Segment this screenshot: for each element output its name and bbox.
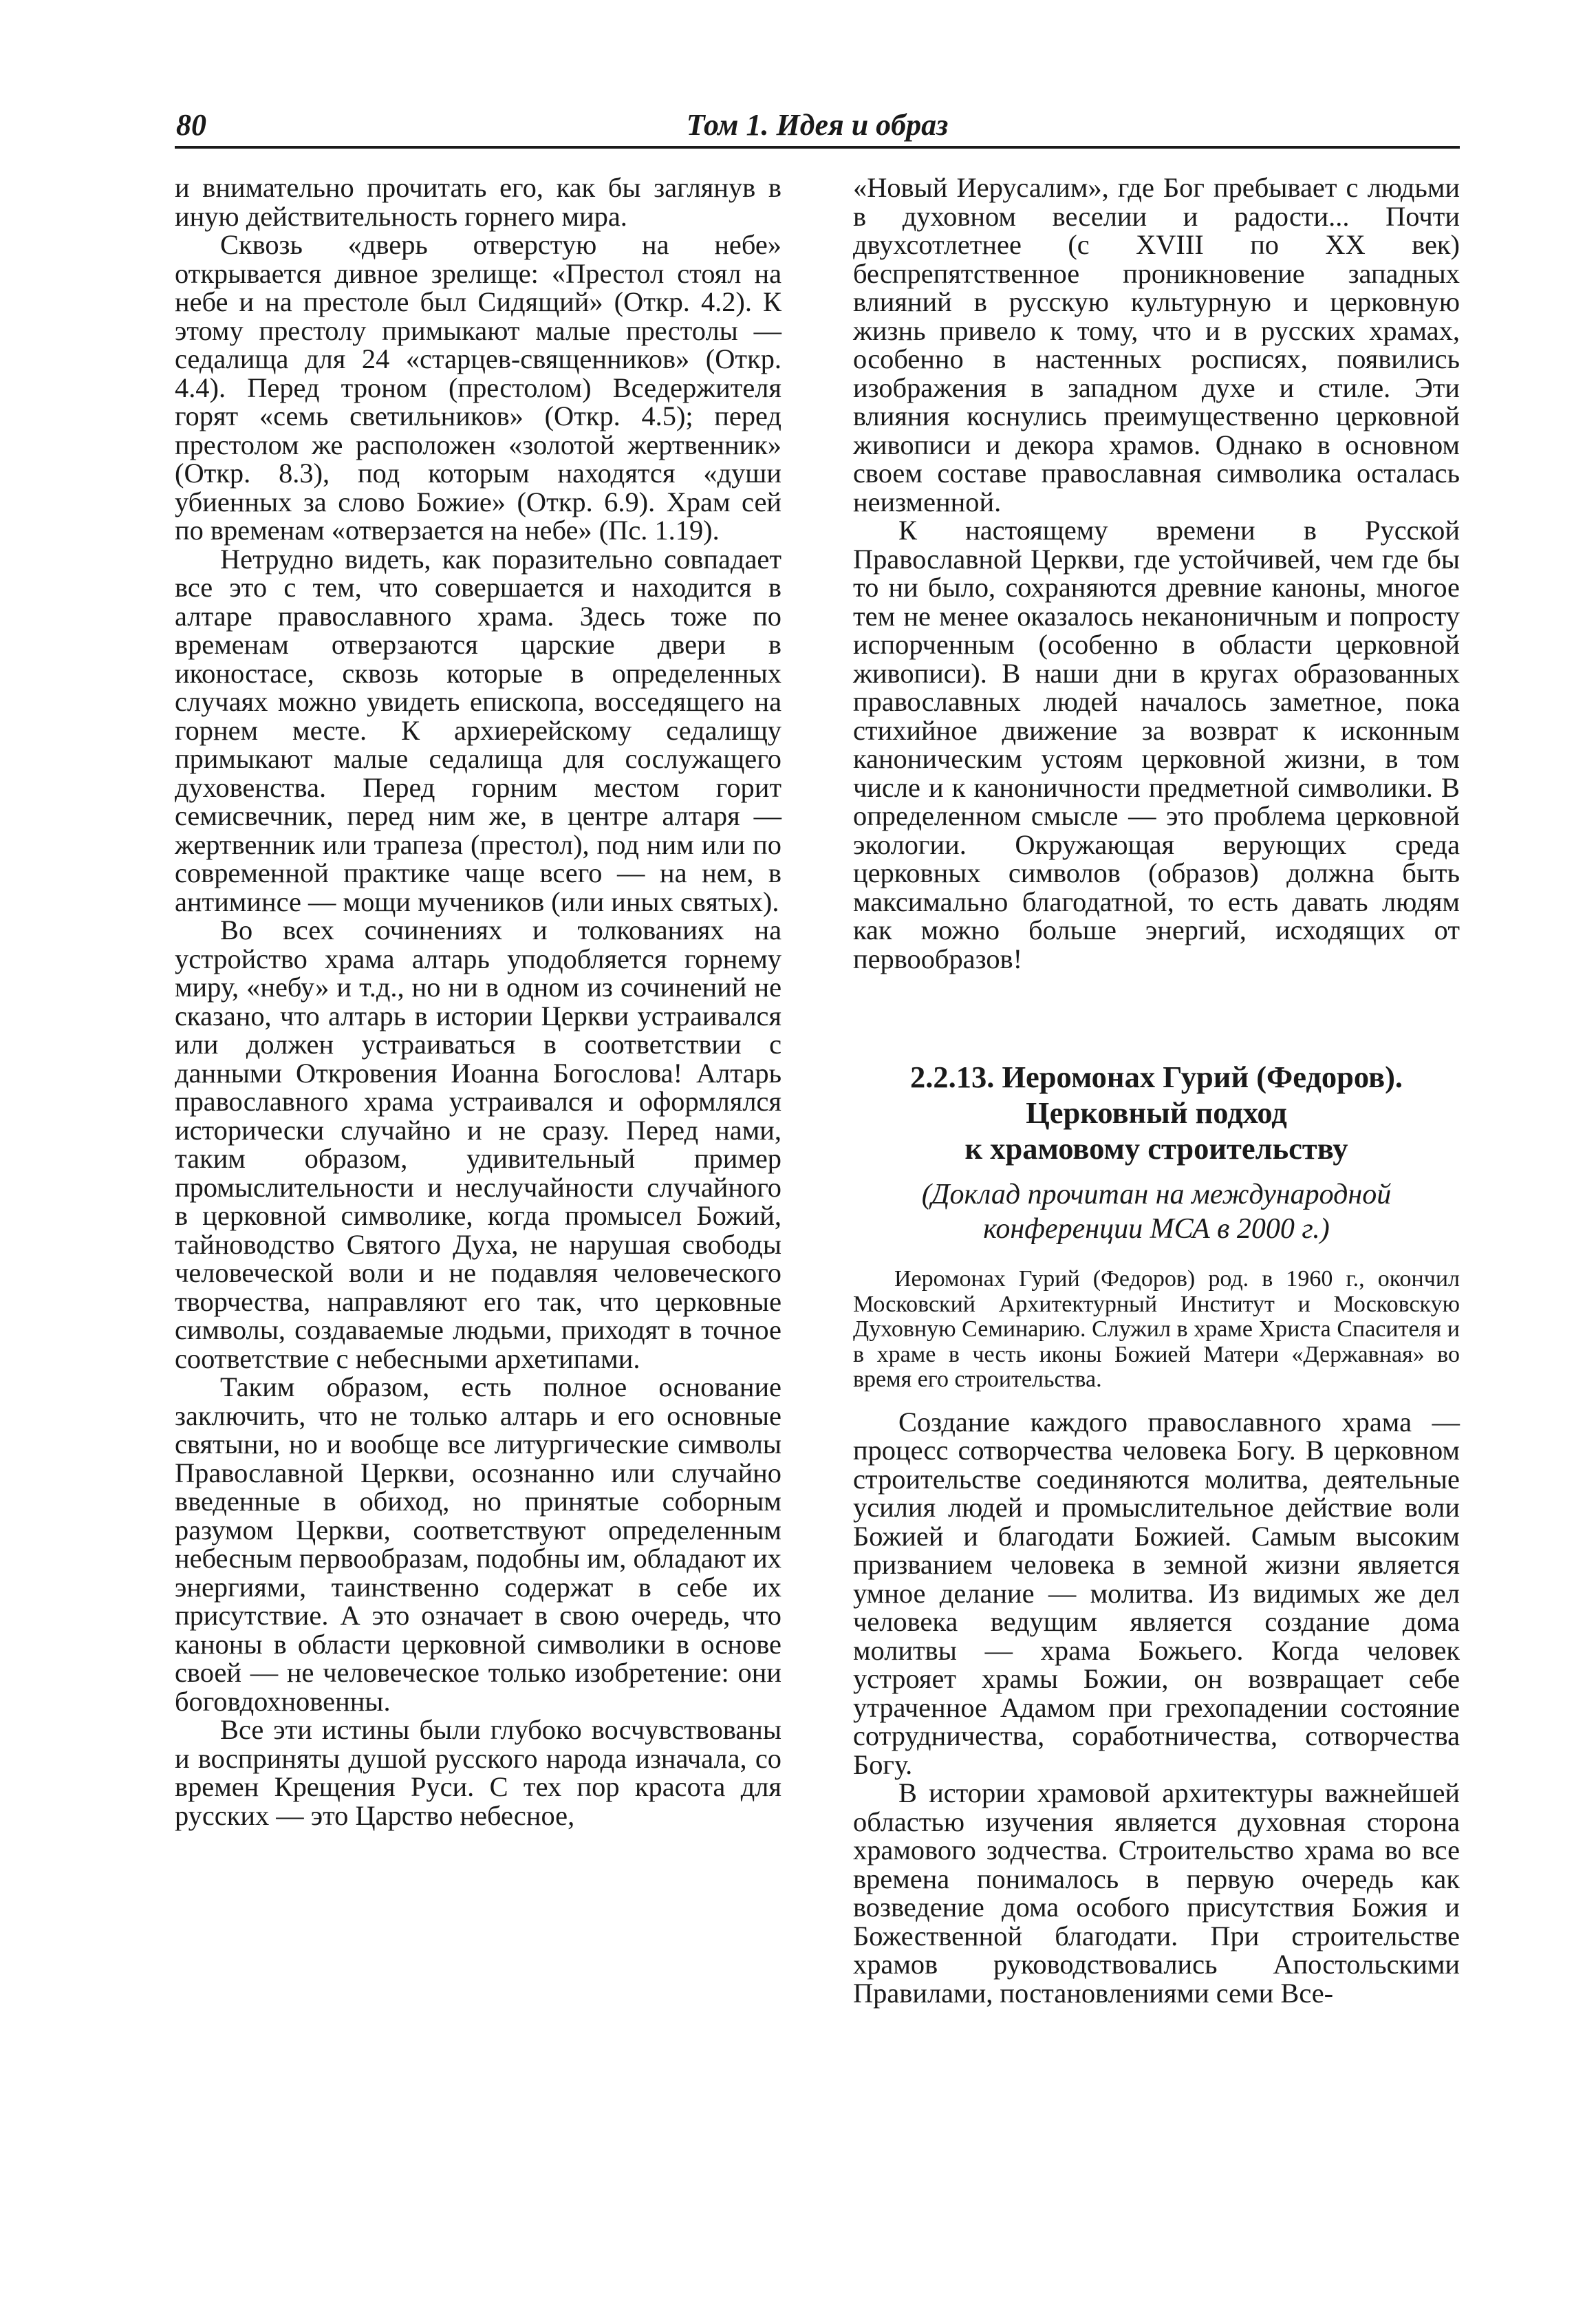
right-column [853, 173, 1460, 2007]
section-heading-line: к храмовому строительству [964, 1131, 1348, 1166]
paragraph: К настоящему времени в Русской Православной Церкви, где устойчивей, чем где бы то ни было, сохраняются древние каноны, многое тем не менее оказалось неканоничным и попросту испорченным (особенно в области церковной живописи). В наши дни в кругах образованных православных людей началось заметное, пока стихийное движение за возврат к исконным каноническим устоям церковной жизни, в том числе и к каноничности предметной символики. В определенном смысле — это проблема церковной экологии. Окружающая верующих среда церковных символов (образов) должна быть максимально благодатной, то есть давать людям как можно больше энергий, исходящих от первообразов! [853, 515, 1460, 974]
paragraph: В истории храмовой архитектуры важнейшей областью изучения является духовная сторона храмового зодчества. Строительство храма во все времена понималось в первую очередь как возведение дома особого присутствия Божия и Божественной благодати. При строительстве храмов руководствовались Апостольскими Правилами, постановлениями семи Все- [853, 1777, 1460, 2009]
section-heading-line: 2.2.13. Иеромонах Гурий (Федоров). [909, 1060, 1403, 1094]
paragraph: Сквозь «дверь отверстую на небе» открывается дивное зрелище: «Престол стоял на небе и на престоле был Сидящий» (Откр. 4.2). К этому престолу примыкают малые престолы — седалища для 24 «старцев-священников» (Откр. 4.4). Перед троном (престолом) Вседержителя горят «семь светильников» (Откр. 4.5); перед престолом же расположен «золотой жертвенник» (Откр. 8.3), под которым находятся «души убиенных за слово Божие» (Откр. 6.9). Храм сей по временам «отверзается на небе» (Пс. 1.19). [175, 229, 781, 546]
running-title: Том 1. Идея и образ [686, 108, 949, 142]
section-heading [853, 1059, 1460, 1166]
section-subtitle-line: (Доклад прочитан на международной [921, 1179, 1392, 1210]
paragraph: и внимательно прочитать его, как бы заглянув в иную действительность горнего мира. [175, 172, 781, 232]
paragraph: «Новый Иерусалим», где Бог пребывает с людьми в духовном веселии и радости... Почти двухсотлетнее (с XVIII по XX век) беспрепятственное проникновение западных влияний в русскую культурную и церковную жизнь привело к тому, что и в русских храмах, особенно в настенных росписях, появились изображения в западном духе и стиле. Эти влияния коснулись преимущественно церковной живописи и декора храмов. Однако в основном своем составе православная символика осталась неизменной. [853, 172, 1460, 517]
left-column [175, 173, 781, 1830]
paragraph: Все эти истины были глубоко восчувствованы и восприняты душой русского народа изначала, со времен Крещения Руси. С тех пор красота для русских — это Царство небесное, [175, 1714, 781, 1831]
author-note: Иеромонах Гурий (Федоров) род. в 1960 г., окончил Московский Архитектурный Институт и Московскую Духовную Семинарию. Служил в храме Христа Спасителя и в храме в честь иконы Божией Матери «Державная» во время его строительства. [853, 1266, 1460, 1392]
paragraph: Во всех сочинениях и толкованиях на устройство храма алтарь уподобляется горнему миру, «небу» и т.д., но ни в одном из сочинений не сказано, что алтарь в истории Церкви устраивался или должен устраиваться в соответствии с данными Откровения Иоанна Богослова! Алтарь православного храма устраивался и оформлялся исторически случайно и не сразу. Перед нами, таким образом, удивительный пример промыслительности и неслучайности случайного в церковной символике, когда промысел Божий, тайноводство Святого Духа, не нарушая свободы человеческой воли и не подавляя человеческого творчества, направляют его так, что церковные символы, создаваемые людьми, приходят в точное соответствие с небесными архетипами. [175, 915, 781, 1374]
page-number: 80 [176, 108, 206, 142]
paragraph: Нетрудно видеть, как поразительно совпадает все это с тем, что совершается и находится в алтаре православного храма. Здесь тоже по временам отверзаются царские двери в иконостасе, сквозь которые в определенных случаях можно увидеть епископа, восседящего на горнем месте. К архиерейскому седалищу примыкают малые седалища для сослужащего духовенства. Перед горним местом горит семисвечник, перед ним же, в центре алтаря — жертвенник или трапеза (престол), под ним или по современной практике чаще всего — на нем, в антиминсе — мощи мучеников (или иных святых). [175, 543, 781, 917]
paragraph: Создание каждого православного храма — процесс сотворчества человека Богу. В церковном строительстве соединяются молитва, деятельные усилия людей и промыслительное действие воли Божией и благодати Божией. Самым высоким призванием человека в земной жизни является умное делание — молитва. Из видимых же дел человека ведущим является создание дома молитвы — храма Божьего. Когда человек устрояет храмы Божии, он возвращает себе утраченное Адамом при грехопадении состояние сотрудничества, соработничества, сотворчества Богу. [853, 1406, 1460, 1780]
section-subtitle-line: конференции МСА в 2000 г.) [983, 1213, 1330, 1245]
page-header [175, 103, 1460, 149]
section-heading-line: Церковный подход [1026, 1095, 1287, 1130]
section-subtitle [853, 1177, 1460, 1246]
paragraph: Таким образом, есть полное основание заключить, что не только алтарь и его основные святыни, но и вообще все литургические символы Православной Церкви, осознанно или случайно введенные в обиход, но принятые соборным разумом Церкви, соответствуют определенным небесным первообразам, подобны им, обладают их энергиями, таинственно содержат в себе их присутствие. А это означает в свою очередь, что каноны в области церковной символики в основе своей — не человеческое только изобретение: они боговдохновенны. [175, 1371, 781, 1717]
